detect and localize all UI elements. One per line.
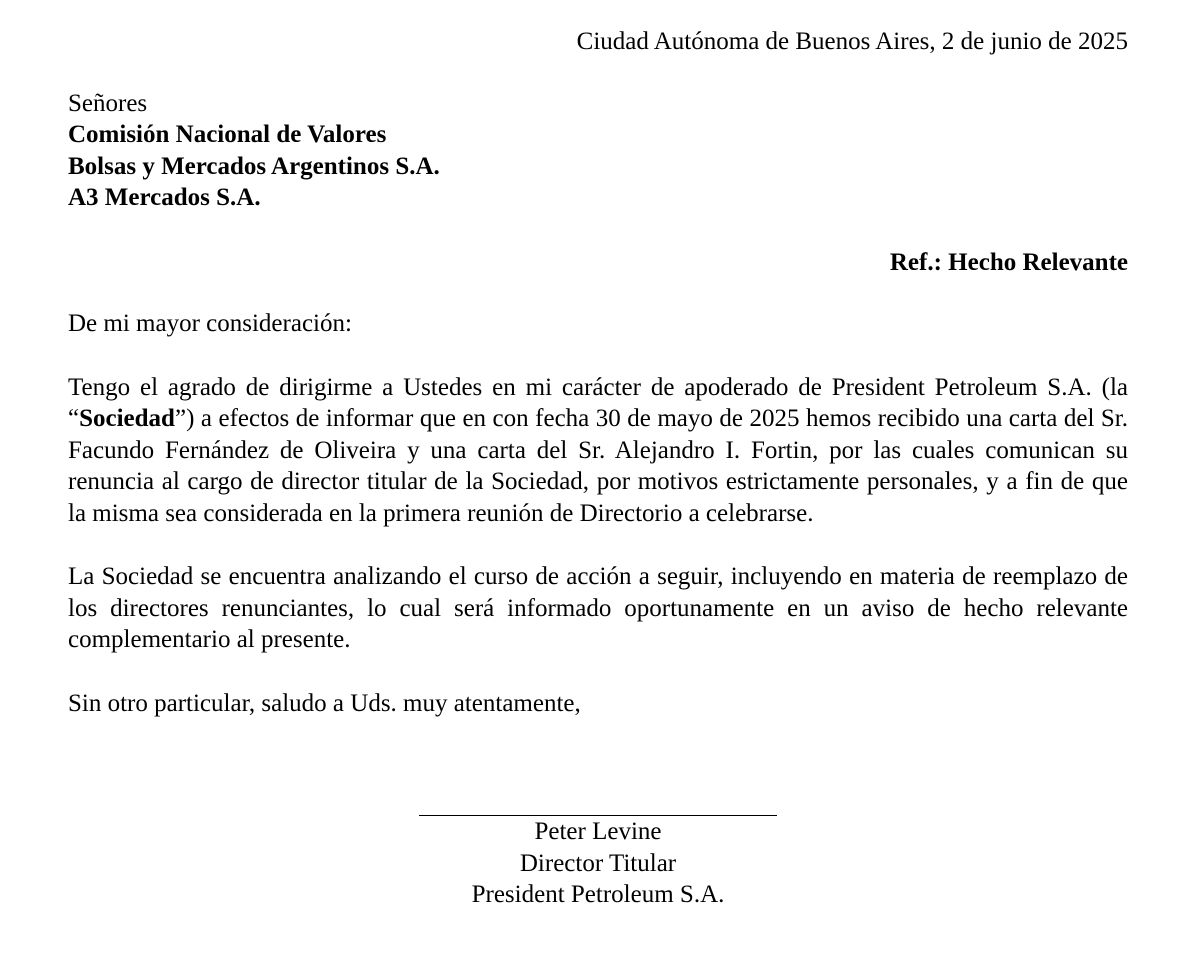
recipient-a3: A3 Mercados S.A. <box>68 184 261 211</box>
paragraph-main-part2: ”) a efectos de informar que en con fecha 30 de mayo de 2025 hemos recibido una carta del Sr. Facundo Fernández de Oliveira y una carta del Sr. Alejandro I. Fortin, por las cuales comunican su renuncia al cargo de director titular de la Sociedad, por motivos estrictamente personales, y a fin de que la misma sea considerada en la primera reunión de Directorio a celebrarse. <box>68 405 1128 527</box>
paragraph-main <box>68 372 1128 530</box>
greeting: De mi mayor consideración: <box>68 310 352 337</box>
letter-page <box>68 26 1128 719</box>
signatory-company: President Petroleum S.A. <box>471 881 725 908</box>
defined-term-sociedad: Sociedad <box>79 405 175 432</box>
paragraph-second: La Sociedad se encuentra analizando el curso de acción a seguir, incluyendo en materia de reemplazo de los directores renunciantes, lo cual será informado oportunamente en un aviso de hecho relevante complementario al presente. <box>68 563 1128 653</box>
date-line: Ciudad Autónoma de Buenos Aires, 2 de junio de 2025 <box>576 28 1128 55</box>
signature-block <box>398 815 798 911</box>
addressee-block <box>68 88 1128 214</box>
paragraph-main-part1: Tengo el agrado de dirigirme a Ustedes en mi carácter de apoderado de President Petroleum S.A. (la “ <box>68 373 1128 432</box>
recipient-cnv: Comisión Nacional de Valores <box>68 121 387 148</box>
signatory-title: Director Titular <box>519 849 677 877</box>
closing-line: Sin otro particular, saludo a Uds. muy atentamente, <box>68 689 581 717</box>
addressee-salutation: Señores <box>68 89 148 117</box>
signatory-name: Peter Levine <box>534 818 662 845</box>
recipient-byma: Bolsas y Mercados Argentinos S.A. <box>68 152 440 180</box>
reference-line: Ref.: Hecho Relevante <box>889 248 1128 276</box>
